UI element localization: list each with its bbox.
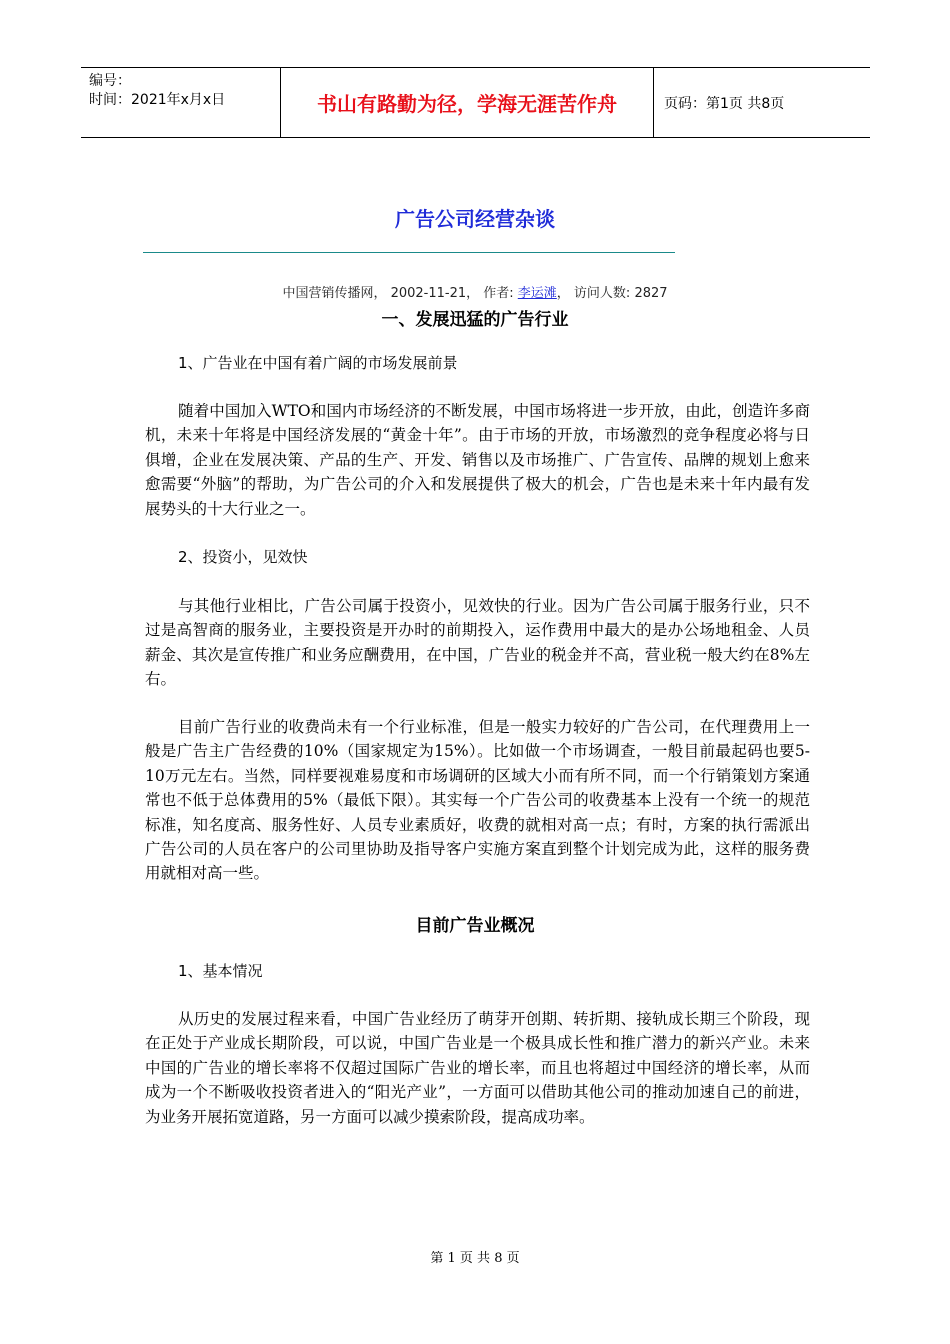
document-header [81,67,870,138]
subheading-3: 1、基本情况 [178,962,263,980]
section-heading-2: 目前广告业概况 [415,916,535,936]
paragraph-3: 目前广告行业的收费尚未有一个行业标准，但是一般实力较好的广告公司，在代理费用上一般是广告主广告经费的10%（国家规定为15%）。比如做一个市场调查，一般目前最起码也要5-10万元左右。当然，同样要视难易度和市场调研的区域大小而有所不同，而一个行销策划方案通常也不低于总体费用的5%（最低下限）。其实每一个广告公司的收费基本上没有一个统一的规范标准，知名度高、服务性好、人员专业素质好，收费的就相对高一点；有时，方案的执行需派出广告公司的人员在客户的公司里协助及指导客户实施方案直到整个计划完成为此，这样的服务费用就相对高一些。 [145,718,810,883]
author-link[interactable]: 李运滩 [517,286,557,301]
page-footer: 第 1 页 共 8 页 [430,1251,520,1266]
header-page-info: 页码：第1页 共8页 [664,95,785,112]
subheading-1: 1、广告业在中国有着广阔的市场发展前景 [178,354,458,372]
meta-visits: ， 访问人数: 2827 [556,286,668,301]
number-label: 编号： [89,73,131,89]
title-divider [143,252,675,253]
paragraph-1: 随着中国加入WTO和国内市场经济的不断发展，中国市场将进一步开放，由此，创造许多商机，未来十年将是中国经济发展的“黄金十年”。由于市场的开放，市场激烈的竞争程度必将与日俱增，企业在发展决策、产品的生产、开发、销售以及市场推广、广告宣传、品牌的规划上愈来愈需要“外脑”的帮助，为广告公司的介入和发展提供了极大的机会，广告也是未来十年内最有发展势头的十大行业之一。 [145,402,810,518]
section-heading-1: 一、发展迅猛的广告行业 [381,310,569,330]
paragraph-4: 从历史的发展过程来看，中国广告业经历了萌芽开创期、转折期、接轨成长期三个阶段，现在正处于产业成长期阶段，可以说，中国广告业是一个极具成长性和推广潜力的新兴产业。未来中国的广告业的增长率将不仅超过国际广告业的增长率，而且也将超过中国经济的增长率，从而成为一个不断吸收投资者进入的“阳光产业”，一方面可以借助其他公司的推动加速自己的前进，为业务开展拓宽道路，另一方面可以减少摸索阶段，提高成功率。 [145,1010,810,1126]
article-title: 广告公司经营杂谈 [395,207,555,231]
subheading-2: 2、投资小，见效快 [178,548,308,566]
header-left-cell [81,68,281,137]
meta-source: 中国营销传播网， 2002-11-21， 作者: [282,286,518,301]
paragraph-2: 与其他行业相比，广告公司属于投资小，见效快的行业。因为广告公司属于服务行业，只不过是高智商的服务业，主要投资是开办时的前期投入，运作费用中最大的是办公场地租金、人员薪金、其次是宣传推广和业务应酬费用，在中国，广告业的税金并不高，营业税一般大约在8%左右。 [145,597,810,689]
time-label: 时间：2021年x月x日 [89,92,226,108]
header-motto: 书山有路勤为径，学海无涯苦作舟 [281,68,654,137]
article-meta [0,282,950,301]
